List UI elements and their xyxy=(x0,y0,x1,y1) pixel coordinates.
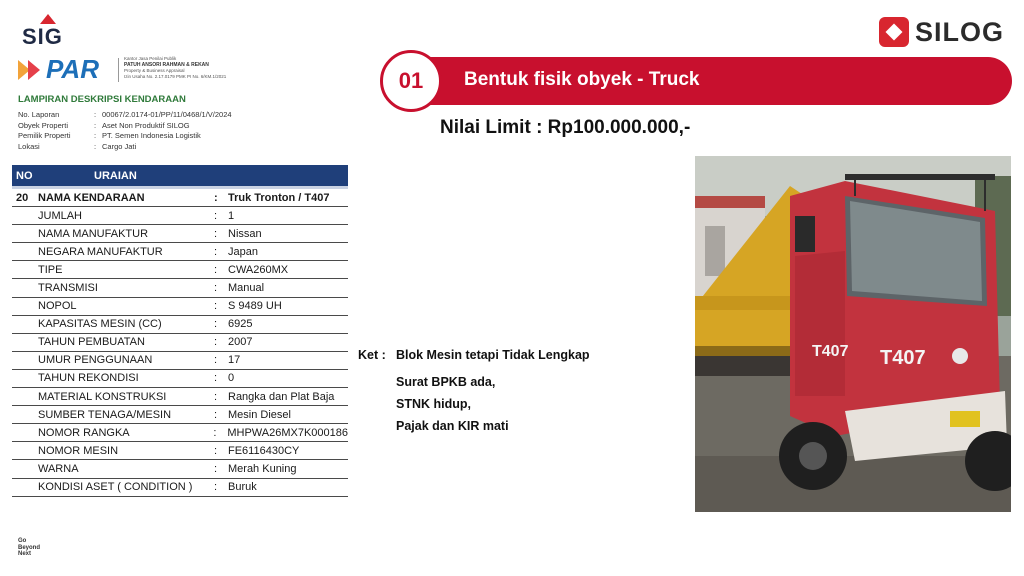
spec-row-value: MHPWA26MX7K000186 xyxy=(227,426,348,439)
meta-colon: : xyxy=(94,131,97,140)
spec-row-colon: : xyxy=(214,372,218,385)
footer-tagline-line: Beyond xyxy=(18,544,41,551)
spec-row xyxy=(12,261,348,279)
spec-row-value: Rangka dan Plat Baja xyxy=(228,390,335,403)
spec-row-colon: : xyxy=(214,354,218,367)
truck-photo xyxy=(695,156,1011,512)
par-chevron-icon xyxy=(28,60,40,80)
spec-row-value: 0 xyxy=(228,372,235,385)
spec-row xyxy=(12,316,348,334)
spec-row xyxy=(12,460,348,478)
sig-logo-mark-icon xyxy=(40,14,56,24)
meta-row xyxy=(18,142,232,153)
spec-row-value: 6925 xyxy=(228,318,253,331)
meta-colon: : xyxy=(94,141,97,151)
spec-row xyxy=(12,279,348,297)
spec-row-value: Nissan xyxy=(228,227,262,240)
spec-row-label: KAPASITAS MESIN (CC) xyxy=(38,318,162,331)
spec-row-colon: : xyxy=(214,408,218,421)
par-logo-text: PAR xyxy=(46,54,99,84)
spec-row-label: TAHUN REKONDISI xyxy=(38,372,139,385)
spec-row xyxy=(12,298,348,316)
spec-row-label: NAMA MANUFAKTUR xyxy=(38,227,149,240)
spec-row-value: FE6116430CY xyxy=(228,444,300,457)
meta-row xyxy=(18,131,232,142)
spec-table-header xyxy=(12,165,348,189)
meta-value: Aset Non Produktif SILOG xyxy=(102,120,190,130)
spec-row-colon: : xyxy=(214,336,218,349)
spec-row-label: NEGARA MANUFAKTUR xyxy=(38,245,163,258)
spec-row-label: NAMA KENDARAAN xyxy=(38,191,145,204)
spec-row-colon: : xyxy=(214,227,218,240)
spec-row-label: NOMOR RANGKA xyxy=(37,426,130,439)
spec-table xyxy=(12,165,348,497)
spec-row xyxy=(12,479,348,497)
spec-row-value: Manual xyxy=(228,282,265,295)
spec-row-label: TIPE xyxy=(38,263,63,276)
notes-line: Blok Mesin tetapi Tidak Lengkap xyxy=(396,348,590,362)
truck-illustration xyxy=(695,156,1011,512)
spec-row-label: MATERIAL KONSTRUKSI xyxy=(38,390,167,403)
spec-row-value: Merah Kuning xyxy=(228,462,297,475)
spec-row-colon: : xyxy=(214,209,218,222)
spec-row-colon: : xyxy=(214,390,218,403)
spec-row-value: CWA260MX xyxy=(228,263,289,276)
footer-tagline-line: Go xyxy=(18,538,27,544)
spec-row-label: NOPOL xyxy=(38,300,77,313)
spec-row-label: TRANSMISI xyxy=(38,282,98,295)
footer-tagline-line: Next xyxy=(18,551,32,557)
par-firm-name: PATUH ANSORI RAHMAN & REKAN xyxy=(124,62,209,68)
spec-row-colon: : xyxy=(214,318,218,331)
meta-value: Cargo Jati xyxy=(102,141,137,151)
spec-row xyxy=(12,225,348,243)
spec-row-colon: : xyxy=(214,462,218,475)
notes-label: Ket : xyxy=(358,348,386,362)
header-uraian: URAIAN xyxy=(94,169,137,182)
spec-row xyxy=(12,424,348,442)
spec-row-label: TAHUN PEMBUATAN xyxy=(38,336,145,349)
spec-row xyxy=(12,352,348,370)
spec-row xyxy=(12,334,348,352)
slide-number-badge xyxy=(380,50,442,112)
spec-row-colon: : xyxy=(214,263,218,276)
spec-row xyxy=(12,189,348,207)
notes xyxy=(358,348,590,437)
spec-row-value: S 9489 UH xyxy=(228,300,282,313)
notes-line: STNK hidup, xyxy=(396,397,471,411)
slide-title-bar xyxy=(394,57,1012,105)
notes-line: Surat BPKB ada, xyxy=(396,375,496,389)
silog-logo-text: SILOG xyxy=(914,16,1004,47)
spec-row-value: 2007 xyxy=(228,336,253,349)
spec-row-label: KONDISI ASET ( CONDITION ) xyxy=(38,481,193,494)
spec-row-colon: : xyxy=(214,191,218,204)
silog-logo-mark-icon xyxy=(879,17,909,47)
footer-tagline xyxy=(18,538,40,558)
par-firm-info xyxy=(124,56,226,80)
spec-row-label: UMUR PENGGUNAAN xyxy=(38,354,153,367)
par-firm-type: Kantor Jasa Penilai Publik xyxy=(124,56,177,61)
meta-key: Obyek Properti xyxy=(18,120,69,130)
document-heading: LAMPIRAN DESKRIPSI KENDARAAN xyxy=(18,94,186,105)
spec-row xyxy=(12,370,348,388)
spec-row-value: 1 xyxy=(228,209,235,222)
meta-key: Pemilik Properti xyxy=(18,131,71,140)
spec-row xyxy=(12,442,348,460)
par-firm-line3: Property & Business Appraisal xyxy=(124,68,185,73)
spec-row-value: 17 xyxy=(228,354,241,367)
spec-row-label: WARNA xyxy=(38,462,79,475)
meta-value: 00067/2.0174-01/PP/11/0468/1/V/2024 xyxy=(102,110,232,119)
meta-row xyxy=(18,110,232,121)
par-logo xyxy=(18,54,278,86)
slide-number: 01 xyxy=(398,68,424,93)
meta-key: Lokasi xyxy=(18,141,40,151)
spec-row xyxy=(12,243,348,261)
meta-key: No. Laporan xyxy=(18,110,60,119)
spec-row xyxy=(12,406,348,424)
par-divider xyxy=(118,58,119,82)
slide-title: Bentuk fisik obyek - Truck xyxy=(464,69,700,90)
spec-row-colon: : xyxy=(214,481,218,494)
spec-row-number: 20 xyxy=(16,191,29,204)
sig-logo xyxy=(22,14,78,50)
meta-row xyxy=(18,121,232,132)
spec-row-colon: : xyxy=(214,282,218,295)
limit-value: Nilai Limit : Rp100.000.000,- xyxy=(440,117,691,138)
truck-door-number: T407 xyxy=(812,343,849,360)
meta-colon: : xyxy=(94,110,97,119)
silog-logo xyxy=(879,14,1004,50)
meta-value: PT. Semen Indonesia Logistik xyxy=(102,131,201,140)
par-firm-line4: Izin Usaha No. 2.17.0179 PMK PI No. 6/KM.1/2021 xyxy=(124,74,227,79)
spec-row-colon: : xyxy=(214,245,218,258)
report-meta xyxy=(18,110,232,152)
truck-cab-number: T407 xyxy=(880,347,926,369)
meta-colon: : xyxy=(94,120,97,130)
spec-row-value: Japan xyxy=(228,245,258,258)
spec-row-label: JUMLAH xyxy=(38,209,83,222)
spec-row-value: Truk Tronton / T407 xyxy=(228,191,330,204)
spec-row xyxy=(12,388,348,406)
notes-line: Pajak dan KIR mati xyxy=(396,419,509,433)
spec-row-label: NOMOR MESIN xyxy=(38,444,119,457)
header-no: NO xyxy=(16,169,33,182)
spec-row-colon: : xyxy=(214,300,218,313)
spec-row-label: SUMBER TENAGA/MESIN xyxy=(38,408,172,421)
spec-row xyxy=(12,207,348,225)
sig-logo-text: SIG xyxy=(22,24,63,49)
spec-row-value: Mesin Diesel xyxy=(228,408,291,421)
spec-row-value: Buruk xyxy=(228,481,257,494)
spec-row-colon: : xyxy=(214,444,218,457)
spec-row-colon: : xyxy=(213,426,217,439)
